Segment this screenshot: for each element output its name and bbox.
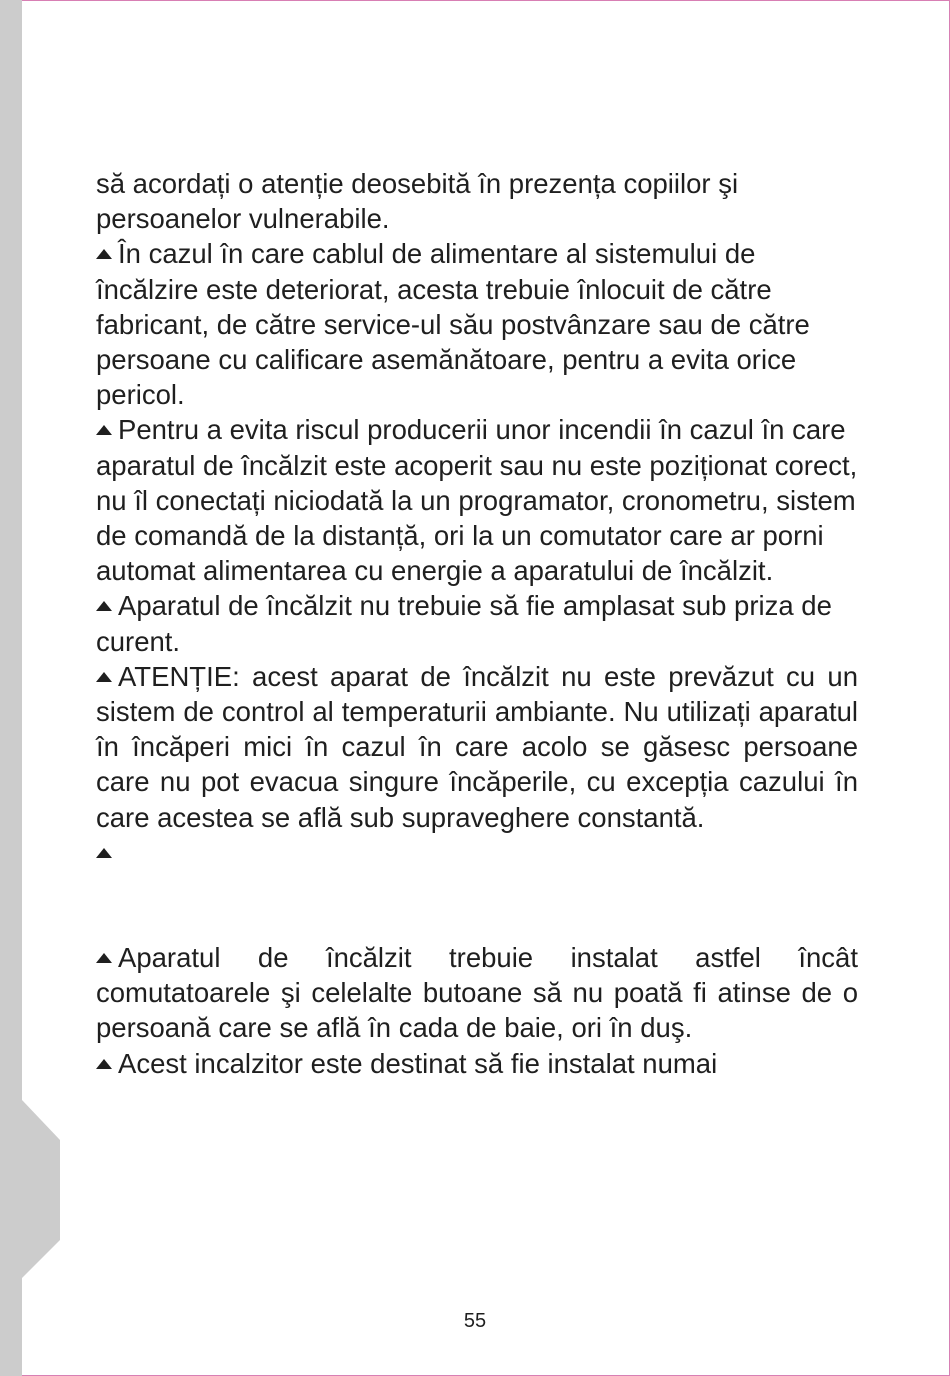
bullet-paragraph: Pentru a evita riscul producerii unor incendii în cazul în care aparatul de încălzit este acoperit sau nu este poziționat corect, nu îl conectați niciodată la un programator, cronometru, sistem de comandă de la distanță, ori la un comutator care ar porni automat alimentarea cu energie a aparatului de încălzit. [96,414,858,587]
triangle-up-icon [96,601,112,611]
page-number: 55 [463,1310,487,1332]
side-tab [0,0,60,1376]
bullet-paragraph: Aparatul de încălzit trebuie instalat astfel încât comutatoarele şi celelalte butoane să nu poată fi atinse de o persoană care se află în cada de baie, ori în duş. [96,942,858,1044]
bullet-paragraph: În cazul în care cablul de alimentare al sistemului de încălzire este deteriorat, acesta trebuie înlocuit de către fabricant, de către service-ul său postvânzare sau de către persoane cu calificare asemănătoare, pentru a evita orice pericol. [96,238,810,411]
triangle-up-icon [96,953,112,963]
bullet-paragraph-warning: ATENȚIE: acest aparat de încălzit nu este prevăzut cu un sistem de control al temperaturii ambiante. Nu utilizați aparatul în încăperi mici în cazul în care acolo se găsesc persoane care nu pot evacua singure încăperile, cu excepția cazului în care acestea se află sub supraveghere constantă. [96,660,858,833]
document-body [96,166,858,1081]
triangle-up-icon [96,848,112,858]
triangle-up-icon [96,672,112,682]
triangle-up-icon [96,1059,112,1069]
triangle-up-icon [96,425,112,435]
triangle-up-icon [96,249,112,259]
bullet-paragraph-empty [96,835,858,870]
paragraph-continuation: să acordați o atenție deosebită în prezența copiilor şi persoanelor vulnerabile. [96,168,739,235]
bullet-paragraph: Acest incalzitor este destinat să fie instalat numai [96,1046,858,1081]
bullet-paragraph: Aparatul de încălzit nu trebuie să fie amplasat sub priza de curent. [96,590,832,657]
blank-space [96,870,858,940]
